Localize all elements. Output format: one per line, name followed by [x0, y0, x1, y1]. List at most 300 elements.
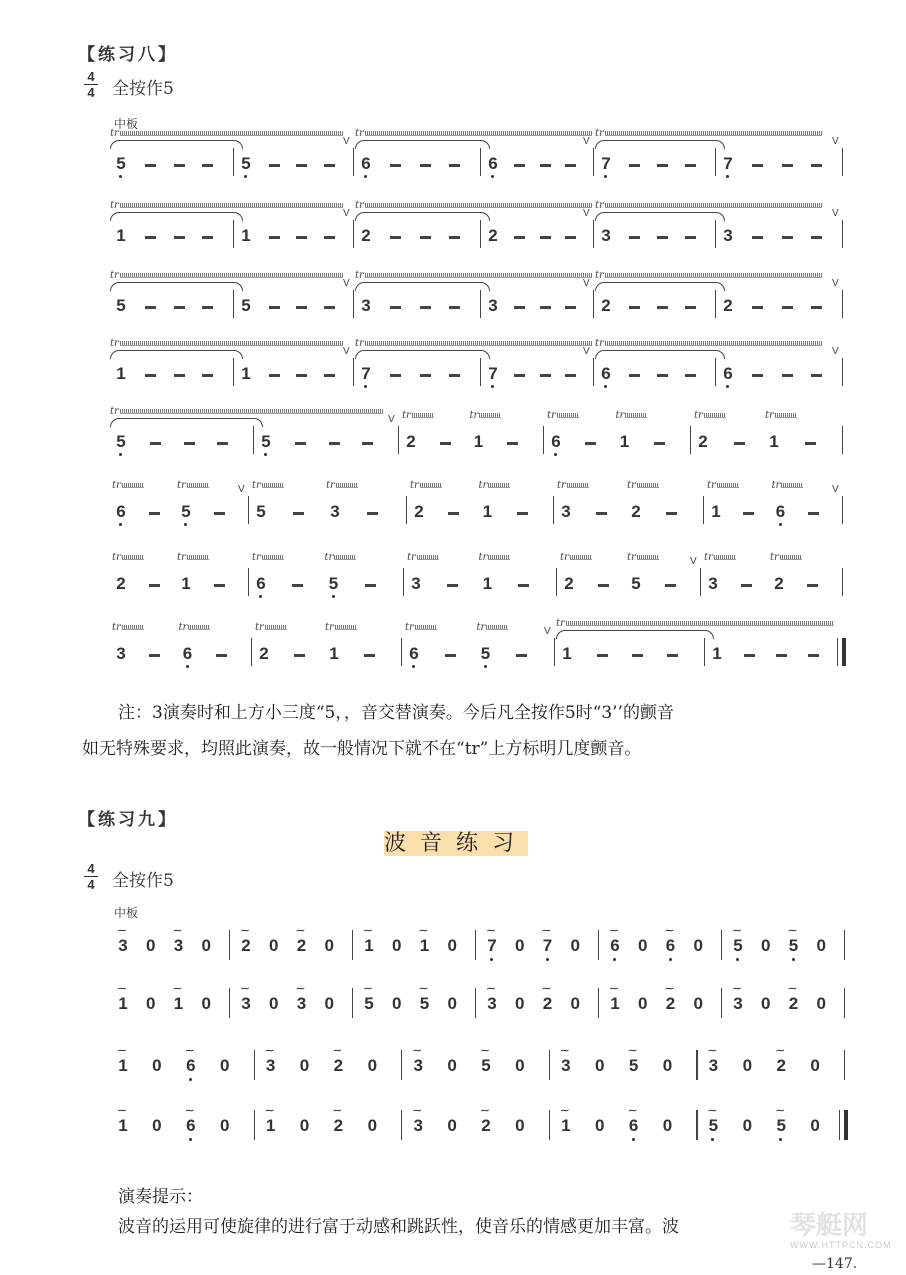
sustain-dash — [324, 374, 335, 377]
barline — [549, 1050, 550, 1080]
sustain-dash — [517, 512, 528, 515]
trill-mark: tr — [694, 410, 726, 421]
note: 1 — [769, 432, 779, 451]
mordent-mark: ⁓ — [185, 1046, 193, 1055]
time-signature-top: 4 — [87, 69, 95, 84]
note: 3 — [241, 994, 251, 1013]
note: 5 — [708, 1116, 719, 1135]
breath-mark: V — [583, 208, 590, 219]
sustain-dash — [150, 442, 161, 445]
note: 0 — [693, 936, 703, 955]
barline — [721, 930, 722, 960]
breath-mark: V — [343, 346, 350, 357]
sustain-dash — [329, 442, 340, 445]
low-octave-dot — [119, 523, 122, 526]
note: 3 — [118, 936, 128, 955]
barline — [353, 358, 354, 386]
trill-mark: tr — [112, 552, 144, 563]
note: 5 — [788, 936, 799, 955]
note: 1 — [241, 364, 251, 383]
mordent-mark: ⁓ — [788, 984, 796, 993]
sustain-dash — [811, 374, 822, 377]
slur — [355, 350, 490, 359]
note: 5 — [116, 296, 126, 315]
breath-mark: V — [832, 136, 839, 147]
trill-mark: tr — [479, 480, 511, 491]
sustain-dash — [440, 442, 451, 445]
note: 2 — [333, 1116, 344, 1135]
note: 0 — [810, 1116, 820, 1135]
sustain-dash — [629, 236, 640, 239]
sustain-dash — [629, 306, 640, 309]
exercise-9-title: 【练习九】 — [78, 810, 178, 830]
note: 2 — [788, 994, 799, 1013]
note: 0 — [662, 1116, 673, 1135]
mordent-mark: ⁓ — [708, 1046, 716, 1055]
tempo-marking: 中板 — [114, 117, 139, 131]
note: 1 — [610, 994, 620, 1013]
note: 2 — [564, 574, 574, 593]
note: 6 — [186, 1116, 196, 1135]
final-barline — [844, 1110, 848, 1140]
note: 0 — [146, 994, 156, 1013]
note: 1 — [241, 226, 251, 245]
note: 0 — [570, 994, 580, 1013]
trill-mark: tr — [177, 480, 209, 491]
note: 0 — [816, 994, 826, 1013]
trill-mark: tr — [325, 552, 357, 563]
barline — [543, 426, 544, 454]
low-octave-dot — [491, 175, 494, 178]
note: 6 — [723, 364, 733, 383]
breath-mark: V — [343, 136, 350, 147]
note: 7 — [601, 154, 611, 173]
note: 6 — [256, 574, 266, 593]
note: 0 — [447, 936, 457, 955]
note: 0 — [299, 1116, 310, 1135]
trill-mark: tr — [765, 410, 797, 421]
note: 5 — [256, 502, 266, 521]
score-row — [108, 128, 850, 188]
trill-mark: tr — [407, 552, 439, 563]
barline — [700, 568, 701, 596]
note: 1 — [482, 502, 493, 521]
breath-mark: V — [690, 556, 697, 567]
low-octave-dot — [264, 453, 267, 456]
low-octave-dot — [332, 595, 335, 598]
note: 5 — [116, 432, 126, 451]
sustain-dash — [296, 236, 307, 239]
note: 7 — [542, 936, 553, 955]
barline — [401, 638, 402, 666]
note: 2 — [296, 936, 307, 955]
note: 5 — [364, 994, 374, 1013]
breath-mark: V — [832, 346, 839, 357]
note: 2 — [333, 1056, 344, 1075]
note: 2 — [241, 936, 251, 955]
sustain-dash — [184, 442, 195, 445]
barline — [401, 1050, 402, 1080]
note: 1 — [711, 502, 721, 521]
note: 0 — [201, 994, 211, 1013]
mordent-mark: ⁓ — [628, 1106, 636, 1115]
note: 2 — [259, 644, 269, 663]
barline — [229, 988, 230, 1018]
sustain-dash — [174, 236, 185, 239]
trill-mark: tr — [325, 622, 357, 633]
note: 3 — [487, 994, 497, 1013]
note: 3 — [488, 296, 498, 315]
note: 0 — [367, 1056, 378, 1075]
note: 0 — [515, 1056, 525, 1075]
note: 3 — [733, 994, 743, 1013]
barline — [721, 988, 722, 1018]
trill-mark: tr — [627, 480, 659, 491]
sustain-dash — [685, 236, 696, 239]
trill-mark-long: tr — [595, 128, 822, 139]
low-octave-dot — [779, 1138, 782, 1141]
sustain-dash — [367, 512, 378, 515]
slur — [595, 282, 725, 291]
final-barline — [842, 638, 846, 666]
barline — [353, 220, 354, 248]
note: 0 — [447, 1056, 457, 1075]
note: 0 — [515, 1116, 525, 1135]
barline — [353, 148, 354, 176]
barline — [229, 930, 230, 960]
low-octave-dot — [490, 958, 493, 961]
sustain-dash — [445, 654, 456, 657]
note: 0 — [219, 1056, 230, 1075]
low-octave-dot — [711, 1138, 714, 1141]
breath-mark: V — [238, 484, 245, 495]
note: 1 — [181, 574, 191, 593]
mordent-mark: ⁓ — [419, 984, 427, 993]
slur — [595, 350, 725, 359]
trill-mark-long: tr — [556, 618, 834, 629]
barline — [703, 496, 704, 524]
mordent-mark: ⁓ — [413, 1046, 421, 1055]
barline — [233, 290, 234, 318]
sustain-dash — [324, 306, 335, 309]
barline — [248, 496, 249, 524]
tips-text: 波音的运用可使旋律的进行富于动感和跳跃性，使音乐的情感更加丰富。波 — [118, 1217, 679, 1237]
note: 3 — [116, 644, 126, 663]
note: 0 — [146, 936, 156, 955]
note: 3 — [708, 574, 718, 593]
note: 1 — [118, 994, 128, 1013]
sustain-dash — [565, 374, 576, 377]
note: 2 — [488, 226, 498, 245]
note: 1 — [473, 432, 484, 451]
note: 0 — [367, 1116, 378, 1135]
sustain-dash — [296, 374, 307, 377]
note: 2 — [723, 296, 733, 315]
key-signature-2: 全按作5 — [112, 871, 174, 891]
slur — [355, 282, 490, 291]
note: 3 — [561, 1056, 571, 1075]
barline — [839, 1110, 840, 1140]
sustain-dash — [202, 236, 213, 239]
mordent-mark: ⁓ — [118, 926, 125, 935]
sustain-dash — [294, 654, 305, 657]
sustain-dash — [743, 512, 754, 515]
sustain-dash — [565, 236, 576, 239]
sustain-dash — [202, 306, 213, 309]
sustain-dash — [565, 164, 576, 167]
breath-mark: V — [544, 626, 551, 637]
tempo-marking-2: 中板 — [114, 906, 139, 920]
note: 0 — [324, 936, 334, 955]
low-octave-dot — [792, 958, 795, 961]
mordent-mark: ⁓ — [333, 1046, 341, 1055]
note: 2 — [698, 432, 708, 451]
note: 2 — [776, 1056, 786, 1075]
low-octave-dot — [554, 453, 557, 456]
sustain-dash — [667, 654, 678, 657]
sustain-dash — [596, 512, 607, 515]
note: 6 — [551, 432, 561, 451]
slur — [595, 140, 725, 149]
trill-mark: tr — [402, 410, 434, 421]
sustain-dash — [782, 236, 793, 239]
mordent-mark: ⁓ — [776, 1106, 784, 1115]
breath-mark: V — [388, 414, 395, 425]
barline — [553, 496, 554, 524]
sustain-dash — [216, 654, 227, 657]
low-octave-dot — [546, 958, 549, 961]
mordent-mark: ⁓ — [487, 926, 494, 935]
note: 0 — [392, 994, 402, 1013]
note: 2 — [774, 574, 784, 593]
breath-mark: V — [832, 208, 839, 219]
note: 3 — [411, 574, 421, 593]
sustain-dash — [514, 164, 525, 167]
note: 3 — [296, 994, 307, 1013]
note: 5 — [328, 574, 339, 593]
sustain-dash — [565, 306, 576, 309]
note: 0 — [324, 994, 334, 1013]
sustain-dash — [202, 164, 213, 167]
trill-mark-long: tr — [110, 338, 343, 349]
barline — [844, 930, 845, 960]
low-octave-dot — [364, 175, 367, 178]
sustain-dash — [145, 306, 156, 309]
mordent-mark: ⁓ — [665, 926, 673, 935]
trill-mark: tr — [770, 552, 802, 563]
note: 3 — [413, 1056, 423, 1075]
low-octave-dot — [604, 175, 607, 178]
trill-mark: tr — [326, 480, 358, 491]
low-octave-dot — [119, 175, 122, 178]
note: 6 — [186, 1056, 196, 1075]
slur — [110, 212, 243, 221]
note: 0 — [638, 936, 648, 955]
note: 3 — [173, 936, 184, 955]
sustain-dash — [449, 164, 460, 167]
low-octave-dot — [364, 385, 367, 388]
barline — [398, 426, 399, 454]
barline — [233, 148, 234, 176]
trill-mark: tr — [479, 552, 511, 563]
note: 1 — [118, 1116, 128, 1135]
barline — [844, 988, 845, 1018]
sustain-dash — [296, 164, 307, 167]
low-octave-dot — [604, 385, 607, 388]
note: 0 — [761, 994, 771, 1013]
trill-mark: tr — [772, 480, 804, 491]
mordent-mark: ⁓ — [413, 1106, 421, 1115]
mordent-mark: ⁓ — [733, 984, 740, 993]
note: 1 — [482, 574, 493, 593]
sustain-dash — [734, 442, 745, 445]
note: 1 — [265, 1116, 276, 1135]
mordent-mark: ⁓ — [665, 984, 673, 993]
sustain-dash — [202, 374, 213, 377]
trill-mark: tr — [707, 480, 739, 491]
mordent-mark: ⁓ — [481, 1046, 488, 1055]
sustain-dash — [449, 306, 460, 309]
sustain-dash — [585, 442, 596, 445]
trill-mark-long: tr — [595, 338, 822, 349]
note: 2 — [406, 432, 416, 451]
sustain-dash — [449, 374, 460, 377]
low-octave-dot — [484, 665, 487, 668]
note: 0 — [515, 936, 525, 955]
mordent-mark: ⁓ — [628, 1046, 636, 1055]
trill-mark: tr — [547, 410, 579, 421]
sustain-dash — [362, 442, 373, 445]
slur — [110, 418, 263, 427]
note: 5 — [419, 994, 430, 1013]
slur — [355, 212, 490, 221]
barline — [549, 1110, 550, 1140]
note: 6 — [488, 154, 498, 173]
note: 3 — [330, 502, 340, 521]
sustain-dash — [447, 584, 458, 587]
section-title — [384, 826, 528, 857]
note: 1 — [173, 994, 184, 1013]
sustain-dash — [514, 374, 525, 377]
trill-mark: tr — [704, 552, 736, 563]
slur — [110, 282, 243, 291]
note: 0 — [816, 936, 826, 955]
barline — [254, 1050, 255, 1080]
note: 5 — [241, 296, 251, 315]
note: 3 — [561, 502, 571, 521]
sustain-dash — [518, 584, 529, 587]
note: 5 — [241, 154, 251, 173]
note-line-1 — [118, 698, 674, 723]
note: 7 — [487, 936, 497, 955]
low-octave-dot — [726, 385, 729, 388]
trill-mark: tr — [557, 480, 589, 491]
note: 0 — [201, 936, 211, 955]
sustain-dash — [420, 164, 431, 167]
barline — [401, 1110, 402, 1140]
barline — [696, 1110, 697, 1140]
note: 0 — [693, 994, 703, 1013]
low-octave-dot — [613, 958, 616, 961]
note: 0 — [447, 1116, 457, 1135]
barline — [554, 638, 555, 666]
sustain-dash — [685, 374, 696, 377]
note: 5 — [628, 1056, 639, 1075]
sustain-dash — [269, 374, 280, 377]
note: 5 — [480, 644, 491, 663]
low-octave-dot — [189, 1138, 192, 1141]
note: 6 — [409, 644, 419, 663]
score-row — [108, 980, 850, 1040]
mordent-mark: ⁓ — [364, 926, 371, 935]
note: 1 — [329, 644, 339, 663]
sustain-dash — [685, 164, 696, 167]
sustain-dash — [811, 306, 822, 309]
barline — [842, 426, 843, 454]
sustain-dash — [293, 512, 304, 515]
mordent-mark: ⁓ — [296, 984, 304, 993]
mordent-mark: ⁓ — [776, 1046, 784, 1055]
note: 0 — [742, 1056, 753, 1075]
sustain-dash — [808, 512, 819, 515]
note-text-2: 如无特殊要求，均照此演奏，故一般情况下就不在“tr”上方标明几度颤音。 — [82, 739, 642, 759]
barline — [715, 358, 716, 386]
breath-mark: V — [343, 278, 350, 289]
barline — [475, 930, 476, 960]
low-octave-dot — [736, 958, 739, 961]
note: 2 — [542, 994, 553, 1013]
note: 1 — [619, 432, 630, 451]
breath-mark: V — [583, 278, 590, 289]
watermark-url: WWW.HTTPCN.COM — [790, 1240, 892, 1250]
note: 1 — [118, 1056, 128, 1075]
barline — [593, 358, 594, 386]
breath-mark: V — [832, 484, 839, 495]
sustain-dash — [665, 584, 676, 587]
sustain-dash — [782, 164, 793, 167]
barline — [233, 220, 234, 248]
low-octave-dot — [189, 1078, 192, 1081]
mordent-mark: ⁓ — [118, 984, 125, 993]
sustain-dash — [269, 236, 280, 239]
trill-mark: tr — [252, 552, 284, 563]
trill-mark: tr — [477, 622, 509, 633]
sustain-dash — [811, 164, 822, 167]
note: 1 — [561, 1116, 571, 1135]
barline — [556, 568, 557, 596]
note: 0 — [299, 1056, 310, 1075]
sustain-dash — [149, 584, 160, 587]
sustain-dash — [685, 306, 696, 309]
trill-mark-long: tr — [110, 270, 343, 281]
time-signature-bottom: 4 — [87, 85, 95, 100]
mordent-mark: ⁓ — [265, 1046, 273, 1055]
note: 1 — [712, 644, 722, 663]
note: 0 — [761, 936, 771, 955]
sustain-dash — [390, 306, 401, 309]
sustain-dash — [657, 306, 668, 309]
sustain-dash — [390, 164, 401, 167]
note: 0 — [152, 1116, 162, 1135]
low-octave-dot — [779, 523, 782, 526]
note: 6 — [628, 1116, 639, 1135]
sustain-dash — [449, 236, 460, 239]
sustain-dash — [598, 584, 609, 587]
trill-mark-long: tr — [355, 128, 592, 139]
barline — [352, 930, 353, 960]
time-signature — [84, 70, 98, 99]
barline — [842, 220, 843, 248]
